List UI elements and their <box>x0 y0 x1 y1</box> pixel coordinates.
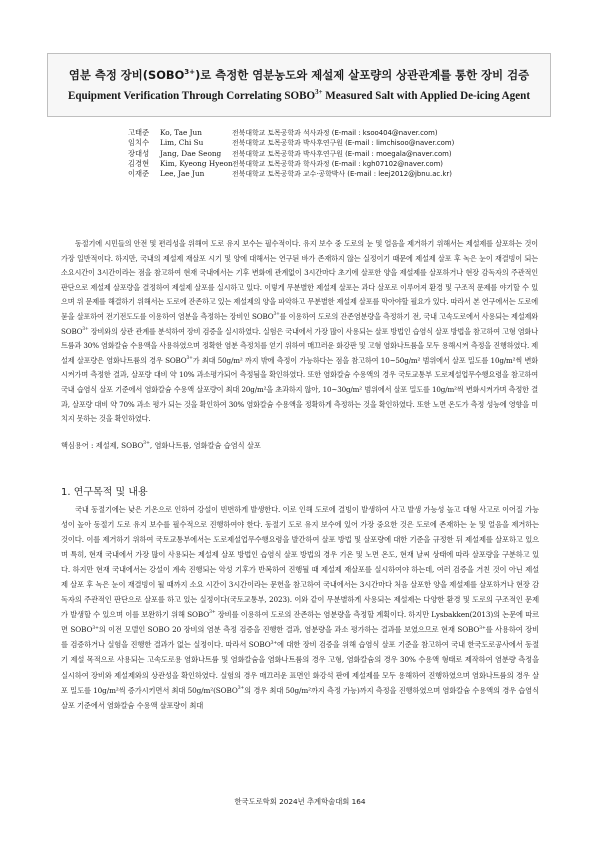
author-name-en: Lee, Jae Jun <box>160 169 205 179</box>
author-affiliation: 전북대학교 토목공학과 박사후연구원 (E-mail : moegala@naver.com) <box>232 149 452 158</box>
author-row <box>128 159 488 169</box>
author-name-ko: 이재준 <box>128 169 150 179</box>
author-affiliation: 전북대학교 토목공학과 학사과정 (E-mail : kgh07102@naver.com) <box>232 159 443 168</box>
author-name-en: Ko, Tae Jun <box>160 128 202 137</box>
author-name-en: Jang, Dae Seong <box>160 148 222 158</box>
keywords: 핵심용어 : 제설제, $SOBO^{3+}$, 염화나트륨, 염화칼슘 습염식 살포 <box>61 441 261 450</box>
author-affiliation: 전북대학교 토목공학과 석사과정 (E-mail : ksoo404@naver.com) <box>232 129 438 137</box>
author-name-ko: 임치수 <box>128 138 150 148</box>
title-box <box>47 53 551 117</box>
author-row <box>128 128 488 138</box>
section-heading: 1. 연구목적 및 내용 <box>61 487 148 498</box>
author-affiliation: 전북대학교 토목공학과 박사후연구원 (E-mail : limchisoo@naver.com) <box>232 139 455 148</box>
title-korean: 염분 측정 장비$(SOBO^{3+})$로 측정한 염분농도와 제설제 살포량의 상관관계를 통한 장비 검증 <box>68 66 530 82</box>
body-paragraph: 국내 동절기에는 낮은 기온으로 인하여 강설이 빈번하게 발생한다. 이로 인해 도로에 결빙이 발생하여 사고 발생 가능성 높고 대형 사고로 이어질 가능성이 높아 동절기 도로 유지 보수를 필수적으로 진행하여야 한다. 동절기 도로 유지 보수에 있어 가장 중요한 것은 도로에 존재하는 눈 및 얼음을 제거하는 것이다. 이를 제거하기 위하여 국토교통부에서는 도로제설업무수행요령을 발간하여 살포 방법 및 살포량에 대한 기준을 규정한 뒤 제설제를 살포하고 있으며 특히, 현재 국내에서 가장 많이 사용되는 제설제 살포 방법인 습염식 살포 방법의 경우 기온 및 노면 온도, 현재 날씨 상태에 따라 살포량을 구분하고 있다. 하지만 현재 국내에서는 강설이 계속 진행되는 악성 기후가 반복하여 진행될 때 제설제 재살포를 실시하여야 하는데, 여러 검증을 거친 것이 아닌 제설제 살포 후 녹은 눈이 재결빙이 될 때까지 소요 시간이 3시간이라는 문헌을 참고하여 국내에서는 3시간마다 처음 살포한 양을 제설제를 살포하거나 현장 감독자의 주관적인 판단으로 살포를 하고 있는 실정이다(국토교통부, 2023). 이와 같이 무분별하게 사용되는 제설제는 다양한 환경 및 도로의 구조적인 문제가 발생할 수 있으며 이를 보완하기 위해 $SOBO^{3+}$ 장비를 이용하여 도로의 잔존하는 염분량을 측정할 계획이다. 하지만 Lysbakken(2013)의 논문에 따르면 $SOBO^{3+}$의 이전 모델인 SOBO 20 장비의 염분 측정 검증을 진행한 결과, 염분량을 과소 평가하는 결과를 보였으므로 현재 $SOBO^{3+}$를 사용하여 장비를 검증하거나 실험을 진행한 결과가 없는 실정이다. 따라서 $SOBO^{3+}$에 대한 장비 검증을 위해 습염식 살포 기준을 참고하여 국내 한국도로공사에서 동절기 제설 목적으로 사용되는 고속도로용 염화나트륨 및 염화칼슘을 염화나트륨의 경우 고형, 염화칼슘의 경우 30% 수용액 형태로 제작하여 염분량 측정을 실시하여 장비와 제설제와의 상관성을 확인하였다. 실험의 경우 매끄러운 표면인 화강석 판에 제설제를 모두 용해하여 진행하였으며 염화나트륨의 경우 살포 밀도를 10g/m²씩 증가시키면서 최대 $50g/m^2(SOBO^{3+}$의 경우 최대 50g/m²까지 측정 가능)까지 측정을 진행하였으며 염화칼슘 수용액의 경우 습염식 살포 기준에서 염화칼슘 수용액 살포량이 최대 <box>61 505 540 710</box>
author-row <box>128 138 488 148</box>
author-row <box>128 149 488 159</box>
body-text <box>61 502 539 713</box>
author-name-ko: 고태준 <box>128 128 150 137</box>
author-affiliation: 전북대학교 토목공학과 교수·공학박사 (E-mail : leej2012@jbnu.ac.kr) <box>232 170 452 179</box>
title-english: Equipment Verification Through Correlating $SOBO^{3+}$ Measured Salt with Applied De-icing Agent <box>67 88 531 102</box>
author-list <box>128 128 488 179</box>
author-name-en: Kim, Kyeong Hyeon <box>160 158 233 168</box>
page-footer: 한국도로학회 2024년 추계학술대회 164 <box>234 797 366 806</box>
abstract-paragraph: 동절기에 시민들의 안전 및 편리성을 위해여 도로 유지 보수는 필수적이다. 유지 보수 중 도로의 눈 및 얼음을 제거하기 위해서는 제설제를 살포하는 것이 가장 일반적이다. 하지만, 국내의 제설제 재살포 시기 및 양에 대해서는 연구된 바가 존재하지 않는 실정이기 때문에 제설제 살포 후 녹은 눈이 재결빙이 되는 소요시간이 3시간이라는 점을 참고하여 현재 국내에서는 기후 변화에 관계없이 3시간마다 초기에 살포한 양을 제설제를 살포하거나 현장 감독자의 주관적인 판단으로 제설제 살포량을 결정하여 제설제 살포를 실시하고 있다. 이렇게 무분별한 제설제 살포는 과다 살포로 이루어져 환경 및 구조적 문제를 야기할 수 있으며 위 문제를 해결하기 위해서는 도로에 잔존하고 있는 제설제의 양을 파악하고 무분별한 제설제 살포를 막아야할 필요가 있다. 따라서 본 연구에서는 도로에 묻을 살포하여 전기전도도를 이용하여 염분을 측정하는 장비인 $SOBO^{3+}$를 이용하여 도로의 잔존염분량을 측정하기 전, 국내 고속도로에서 사용되는 제설제와 $SOBO^{3+}$ 장비와의 상관 관계를 분석하여 장비 검증을 실시하였다. 실험은 국내에서 가장 많이 사용되는 살포 방법인 습염식 살포 방법을 참고하여 고형 염화나트륨과 30% 염화칼슘 수용액을 사용하였으며 정확한 염분 측정치를 얻기 위하여 매끄러운 화강판 및 고형 염화나트륨을 모두 용해시켜 측정을 진행하였다. 제설제 살포량은 염화나트륨의 경우 $SOBO^{3+}$가 최대 50g/m² 까지 밖에 측정이 가능하다는 점을 참고하여 10~50g/m² 범위에서 살포 밀도를 10g/m²씩 변화시켜가며 측정한 결과, 살포량 대비 약 10% 과소평가되어 측정됨을 확인하였다. 또한 염화칼슘 수용액의 경우 국토교통부 도로제설업무수행요령을 참고하여 국내 습염식 살포 기준에서 염화칼슘 수용액 살포량이 최대 20g/m²을 초과하지 않아, 10~30g/m² 범위에서 살포 밀도를 10g/m²씩 변화시켜가며 측정한 결과, 살포량 대비 약 70% 과소 평가 되는 것을 확인하여 30% 염화칼슘 수용액을 정확하게 측정하는 것을 확인하였다. 또한 노면 온도가 측정 성능에 영향을 미치지 못하는 것을 확인하였다. <box>61 239 539 424</box>
author-name-ko: 김경현 <box>128 158 150 168</box>
author-row <box>128 169 488 179</box>
author-name-en: Lim, Chi Su <box>160 138 204 148</box>
author-name-ko: 장대성 <box>128 148 150 158</box>
keywords-label: 핵심용어 : <box>61 441 94 450</box>
abstract <box>61 237 538 427</box>
